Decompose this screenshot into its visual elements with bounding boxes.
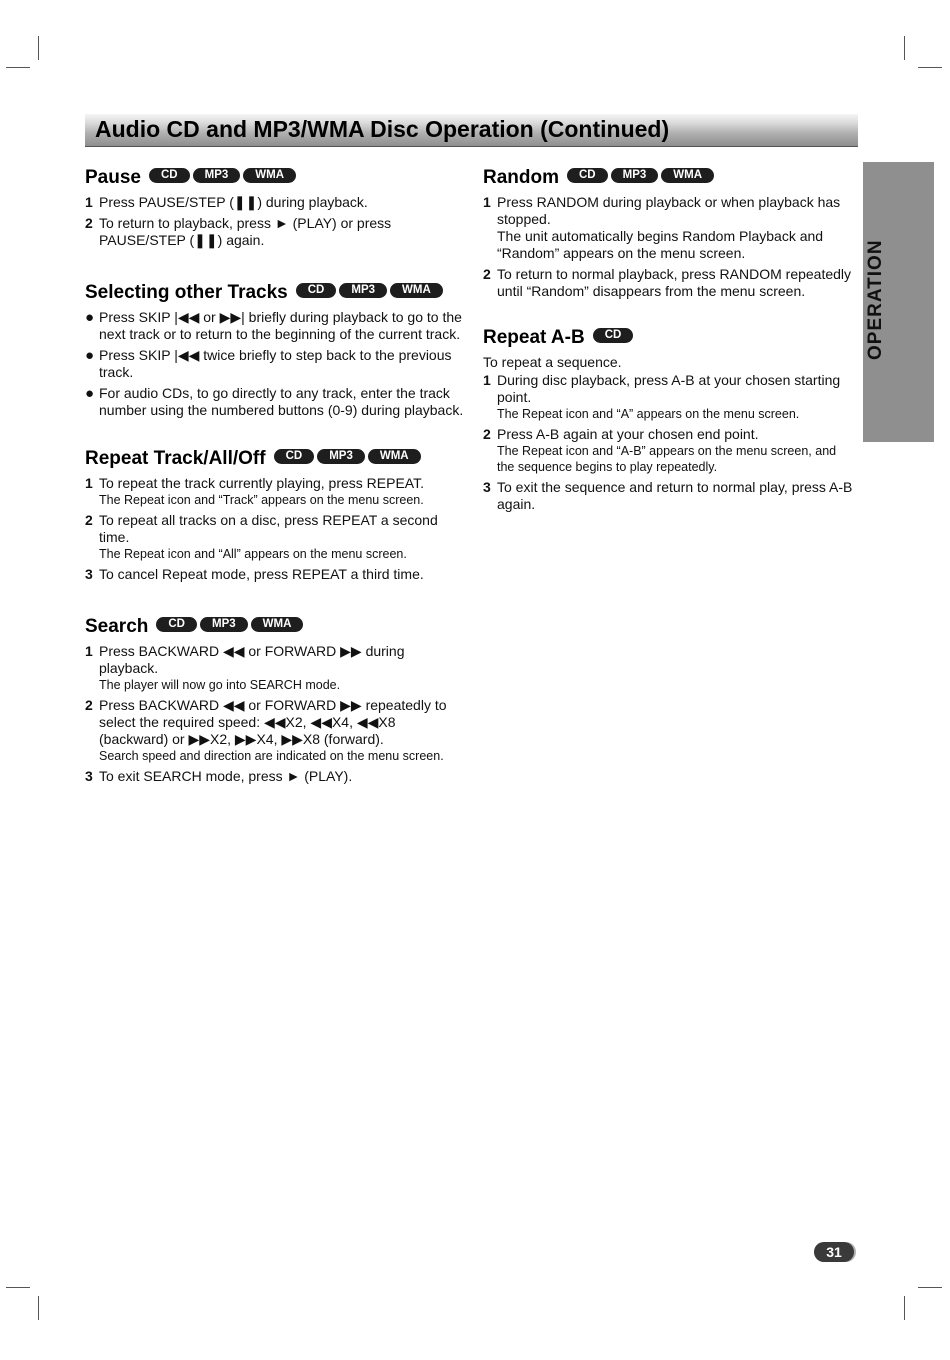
instruction-text (497, 266, 855, 300)
instruction-item (483, 426, 855, 475)
instruction-main-text: Press PAUSE/STEP (❚❚) during playback. (99, 194, 368, 210)
crop-mark (6, 1287, 30, 1288)
instruction-item (85, 697, 465, 764)
instruction-text (497, 479, 855, 513)
step-number: 2 (85, 512, 93, 528)
instruction-note: The Repeat icon and “Track” appears on the menu screen. (99, 493, 424, 507)
step-number: 1 (85, 194, 93, 210)
instruction-item (483, 372, 855, 422)
instruction-text (99, 643, 465, 693)
instruction-note: The Repeat icon and “A-B” appears on the menu screen, and the sequence begins to play repeatedly. (497, 444, 837, 474)
instruction-text (99, 347, 465, 381)
instruction-main-text: During disc playback, press A-B at your chosen starting point. (497, 372, 841, 405)
instruction-main-text: Press A-B again at your chosen end point. (497, 426, 759, 442)
disc-type-badge: MP3 (193, 168, 241, 183)
instruction-text (497, 426, 855, 475)
instruction-item (483, 266, 855, 300)
section (483, 164, 855, 300)
page-title-bar (85, 114, 858, 147)
instruction-main-text: Press RANDOM during playback or when playback has stopped. (497, 194, 841, 227)
instruction-text (99, 697, 465, 764)
page-title: Audio CD and MP3/WMA Disc Operation (Continued) (95, 116, 670, 142)
bullet-marker: ● (85, 385, 95, 402)
disc-type-badge: WMA (661, 168, 714, 183)
instruction-note: The Repeat icon and “A” appears on the menu screen. (497, 407, 800, 421)
instruction-item (85, 309, 465, 343)
instruction-main-text: Press BACKWARD ◀◀ or FORWARD ▶▶ during playback. (99, 643, 405, 676)
step-number: 1 (483, 372, 491, 388)
section-intro: To repeat a sequence. (483, 354, 622, 370)
crop-mark (904, 1296, 905, 1320)
section (85, 164, 465, 249)
disc-type-badge: WMA (390, 283, 443, 298)
instruction-main-text: Press SKIP |◀◀ twice briefly to step back to the previous track. (99, 347, 452, 380)
page-number-badge (814, 1242, 856, 1262)
step-number: 2 (483, 426, 491, 442)
instruction-list (85, 309, 465, 419)
instruction-text (497, 194, 855, 262)
instruction-list (483, 372, 855, 513)
instruction-text (99, 215, 465, 249)
step-number: 1 (85, 643, 93, 659)
crop-mark (6, 67, 30, 68)
instruction-extra-text: The unit automatically begins Random Playback and “Random” appears on the menu screen. (497, 228, 824, 261)
crop-mark (904, 36, 905, 60)
instruction-text (99, 309, 465, 343)
disc-type-badge: WMA (368, 449, 421, 464)
instruction-list (85, 643, 465, 785)
crop-mark (918, 67, 942, 68)
instruction-note: The player will now go into SEARCH mode. (99, 678, 341, 692)
crop-mark (38, 1296, 39, 1320)
section-heading (85, 613, 465, 641)
step-number: 2 (85, 215, 93, 231)
section (85, 613, 465, 785)
crop-mark (918, 1287, 942, 1288)
section-title: Repeat Track/All/Off (85, 448, 266, 469)
instruction-main-text: To repeat all tracks on a disc, press REPEAT a second time. (99, 512, 438, 545)
instruction-text (99, 385, 465, 419)
instruction-text (99, 768, 465, 785)
instruction-main-text: To cancel Repeat mode, press REPEAT a third time. (99, 566, 424, 582)
step-number: 3 (483, 479, 491, 495)
left-column (85, 164, 465, 789)
instruction-item (85, 512, 465, 562)
instruction-text (99, 475, 465, 508)
disc-type-badge: CD (593, 328, 634, 343)
section-title: Search (85, 616, 149, 637)
instruction-list (85, 475, 465, 583)
instruction-note: Search speed and direction are indicated on the menu screen. (99, 749, 444, 763)
section-heading (85, 445, 465, 473)
instruction-text (99, 566, 465, 583)
disc-type-badge: MP3 (339, 283, 387, 298)
section-heading (483, 324, 855, 352)
section-heading (85, 279, 465, 307)
side-tab-label: OPERATION (865, 239, 886, 360)
bullet-marker: ● (85, 309, 95, 326)
instruction-item (85, 768, 465, 785)
disc-type-badge: CD (567, 168, 608, 183)
instruction-item (85, 475, 465, 508)
instruction-item (85, 643, 465, 693)
disc-type-badge: CD (149, 168, 190, 183)
instruction-main-text: To exit SEARCH mode, press ► (PLAY). (99, 768, 353, 784)
instruction-main-text: To repeat the track currently playing, press REPEAT. (99, 475, 424, 491)
disc-type-badge: CD (296, 283, 337, 298)
step-number: 1 (85, 475, 93, 491)
instruction-item (85, 566, 465, 583)
side-tab (863, 162, 934, 442)
bullet-marker: ● (85, 347, 95, 364)
instruction-list (483, 194, 855, 300)
instruction-main-text: For audio CDs, to go directly to any track, enter the track number using the numbered buttons (0-9) during playback. (99, 385, 464, 418)
step-number: 2 (85, 697, 93, 713)
instruction-main-text: Press BACKWARD ◀◀ or FORWARD ▶▶ repeatedly to select the required speed: ◀◀X2, ◀◀X4, ◀◀X8 (backward) or ▶▶X2, ▶▶X4, ▶▶X8 (forward). (99, 697, 447, 747)
section-title: Repeat A-B (483, 327, 585, 348)
section-title: Pause (85, 167, 141, 188)
disc-type-badge: MP3 (611, 168, 659, 183)
instruction-item (483, 194, 855, 262)
crop-mark (38, 36, 39, 60)
section (85, 279, 465, 419)
section (85, 445, 465, 583)
disc-type-badge: CD (156, 617, 197, 632)
disc-type-badge: WMA (251, 617, 304, 632)
instruction-text (99, 512, 465, 562)
instruction-note: The Repeat icon and “All” appears on the menu screen. (99, 547, 407, 561)
instruction-item (85, 385, 465, 419)
instruction-text (99, 194, 465, 211)
instruction-main-text: Press SKIP |◀◀ or ▶▶| briefly during playback to go to the next track or to return to the beginning of the current track. (99, 309, 462, 342)
section-heading (85, 164, 465, 192)
right-column (483, 164, 855, 517)
page-number: 31 (814, 1242, 854, 1262)
instruction-main-text: To return to playback, press ► (PLAY) or press PAUSE/STEP (❚❚) again. (99, 215, 392, 248)
instruction-item (483, 479, 855, 513)
instruction-text (497, 372, 855, 422)
instruction-main-text: To return to normal playback, press RANDOM repeatedly until “Random” disappears from the menu screen. (497, 266, 852, 299)
step-number: 3 (85, 768, 93, 784)
disc-type-badge: WMA (243, 168, 296, 183)
instruction-list (85, 194, 465, 249)
disc-type-badge: CD (274, 449, 315, 464)
section-title: Selecting other Tracks (85, 282, 288, 303)
instruction-item (85, 347, 465, 381)
instruction-item (85, 215, 465, 249)
instruction-item (85, 194, 465, 211)
section-title: Random (483, 167, 559, 188)
instruction-main-text: To exit the sequence and return to normal play, press A-B again. (497, 479, 853, 512)
section (483, 324, 855, 513)
disc-type-badge: MP3 (317, 449, 365, 464)
step-number: 3 (85, 566, 93, 582)
section-heading (483, 164, 855, 192)
step-number: 2 (483, 266, 491, 282)
disc-type-badge: MP3 (200, 617, 248, 632)
step-number: 1 (483, 194, 491, 210)
